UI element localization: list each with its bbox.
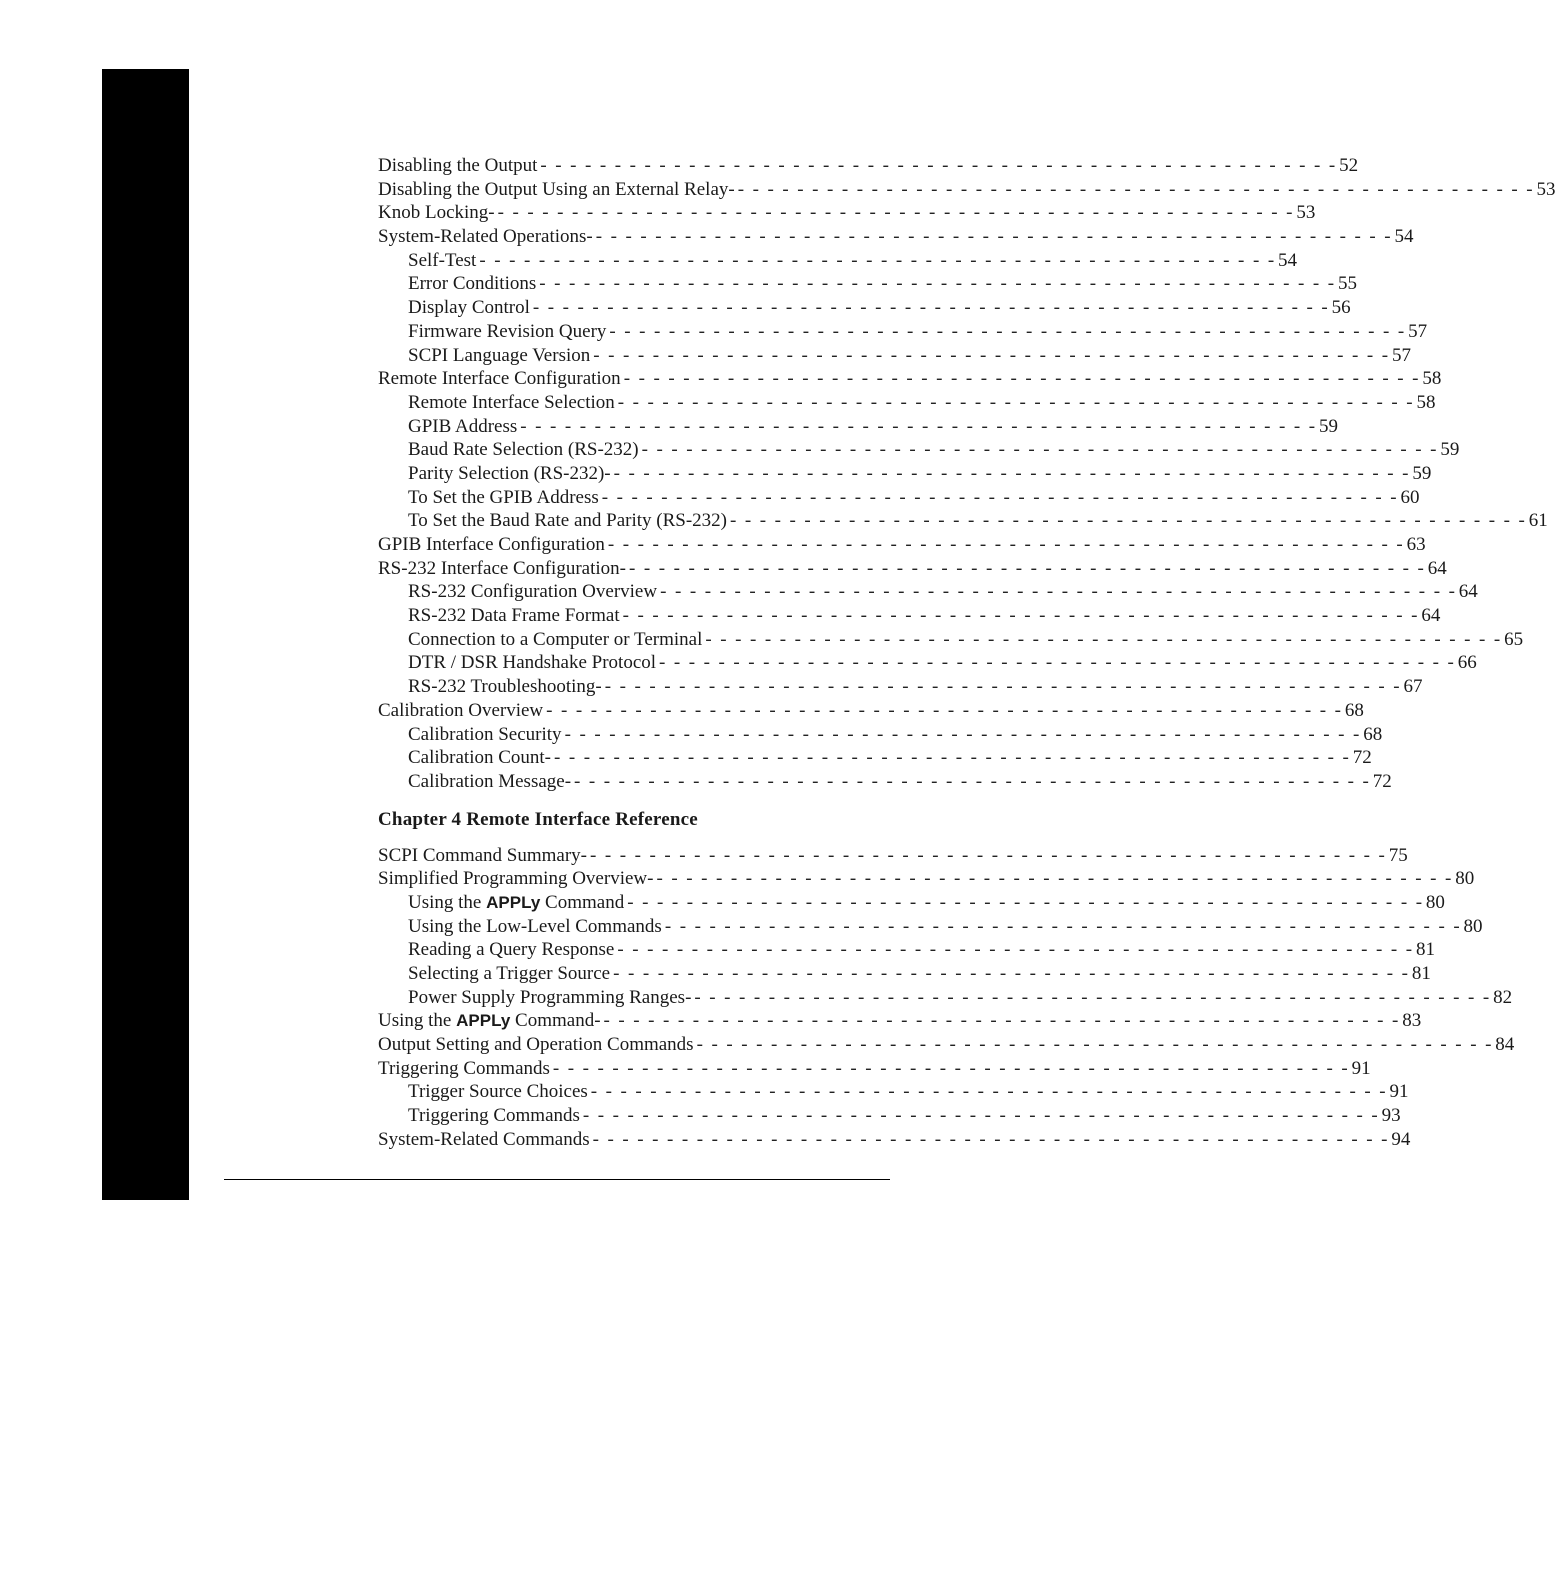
toc-section-chapter-3: [378, 154, 1555, 794]
toc-page-number: 58: [1416, 391, 1436, 413]
toc-entry-title-text: Firmware Revision Query: [408, 320, 607, 342]
toc-entry-title: [408, 320, 606, 344]
toc-entry-title: [408, 723, 562, 747]
toc-page-number: 81: [1416, 939, 1436, 961]
toc-entry-title-text: Calibration Message-: [408, 770, 572, 792]
toc-page-number: 81: [1411, 963, 1431, 984]
toc-entry-title: [408, 438, 639, 462]
toc-entry-title-text: To Set the GPIB Address: [408, 486, 599, 508]
toc-dot-leader: - - - - - - - - - - - - - - - - - - - - - - - - - - - - - - - - - - - - - - - - - - - - - - - - - - - - - -: [532, 297, 1330, 319]
toc-dot-leader: - - - - - - - - - - - - - - - - - - - - - - - - - - - - - - - - - - - - - - - - - - - - - - - - - - - - - -: [729, 510, 1527, 532]
toc-entry-title: [408, 415, 517, 439]
toc-entry-title-text: Disabling the Output: [378, 155, 538, 176]
toc-entry-title: [408, 915, 662, 939]
toc-entry-title-text: Triggering Commands: [408, 1105, 580, 1127]
toc-entry-title: [378, 533, 605, 557]
toc-entry-title: [408, 938, 614, 962]
toc-dot-leader: - - - - - - - - - - - - - - - - - - - - - - - - - - - - - - - - - - - - - - - - - - - - - - - - - - - - - -: [540, 155, 1338, 176]
toc-entry-title: [378, 367, 621, 391]
toc-dot-leader: - - - - - - - - - - - - - - - - - - - - - - - - - - - - - - - - - - - - - - - - - - - - - - - - - - - - - -: [590, 844, 1387, 866]
toc-entry-title-text: Display Control: [408, 297, 530, 319]
table-of-contents: [378, 154, 1555, 1152]
chapter-heading: Chapter 4 Remote Interface Reference: [378, 808, 698, 830]
toc-dot-leader: - - - - - - - - - - - - - - - - - - - - - - - - - - - - - - - - - - - - - - - - - - - - - - - - - - - - - -: [613, 462, 1411, 484]
toc-entry[interactable]: [378, 723, 1383, 747]
toc-entry-title-text: Using the: [378, 1010, 457, 1032]
toc-entry-title: [408, 770, 571, 794]
toc-dot-leader: - - - - - - - - - - - - - - - - - - - - - - - - - - - - - - - - - - - - - - - - - - - - - - - - - - - - - -: [617, 939, 1415, 961]
toc-page-number: 64: [1421, 605, 1441, 627]
toc-entry[interactable]: [378, 486, 1420, 510]
toc-entry-title: [378, 1128, 590, 1152]
toc-entry-title-text: Baud Rate Selection (RS-232): [408, 439, 639, 461]
toc-entry-title: [408, 486, 599, 510]
toc-entry[interactable]: [378, 154, 1359, 178]
toc-dot-leader: - - - - - - - - - - - - - - - - - - - - - - - - - - - - - - - - - - - - - - - - - - - - - - - - - - - - - -: [574, 770, 1371, 792]
toc-entry-title: [408, 462, 611, 486]
toc-entry[interactable]: [378, 344, 1411, 368]
toc-dot-leader: - - - - - - - - - - - - - - - - - - - - - - - - - - - - - - - - - - - - - - - - - - - - - - - - - - - - - -: [656, 868, 1454, 890]
toc-dot-leader: - - - - - - - - - - - - - - - - - - - - - - - - - - - - - - - - - - - - - - - - - - - - - - - - - - - - - -: [628, 557, 1426, 579]
toc-dot-leader: - - - - - - - - - - - - - - - - - - - - - - - - - - - - - - - - - - - - - - - - - - - - - - - - - - - - - -: [705, 628, 1503, 650]
toc-entry-title-text: DTR / DSR Handshake Protocol: [408, 652, 657, 674]
toc-entry-title-text: Triggering Commands: [378, 1057, 550, 1079]
toc-entry-title-text: Selecting a Trigger Source: [408, 963, 611, 984]
toc-entry-command-keyword: APPLy: [456, 1011, 511, 1031]
toc-entry-title: [378, 844, 587, 868]
toc-dot-leader: - - - - - - - - - - - - - - - - - - - - - - - - - - - - - - - - - - - - - - - - - - - - - - - - - - - - - -: [595, 226, 1393, 248]
toc-page-number: 55: [1337, 273, 1357, 295]
toc-entry-title: [408, 1080, 588, 1104]
toc-page-number: 67: [1403, 676, 1423, 698]
toc-entry[interactable]: [378, 509, 1548, 533]
toc-entry[interactable]: [378, 533, 1426, 557]
toc-page-number: 75: [1388, 844, 1408, 866]
toc-entry-title-text: Knob Locking-: [378, 202, 495, 224]
toc-page-number: 53: [1536, 178, 1555, 200]
toc-page-number: 59: [1412, 462, 1432, 484]
toc-entry-title-text: Using the Low-Level Commands: [408, 915, 662, 937]
toc-entry-title: [378, 154, 537, 178]
toc-section-chapter-4: [378, 844, 1515, 1152]
toc-entry[interactable]: [378, 628, 1524, 652]
toc-entry[interactable]: [378, 272, 1357, 296]
toc-entry-title-text: RS-232 Data Frame Format: [408, 605, 620, 627]
toc-entry[interactable]: [378, 296, 1351, 320]
toc-entry-title-text: System-Related Operations-: [378, 226, 593, 248]
toc-entry-title: [408, 1104, 580, 1128]
toc-dot-leader: - - - - - - - - - - - - - - - - - - - - - - - - - - - - - - - - - - - - - - - - - - - - - - - - - - - - - -: [623, 368, 1421, 390]
toc-dot-leader: - - - - - - - - - - - - - - - - - - - - - - - - - - - - - - - - - - - - - - - - - - - - - - - - - - - - - -: [546, 699, 1343, 721]
toc-entry[interactable]: [378, 746, 1372, 770]
toc-page-number: 57: [1391, 344, 1411, 366]
toc-page-number: 65: [1504, 628, 1524, 650]
toc-entry-title: [408, 296, 530, 320]
toc-entry[interactable]: [378, 367, 1442, 391]
toc-entry-title-text: Command-: [510, 1010, 601, 1032]
toc-entry-title: [408, 249, 476, 273]
toc-dot-leader: - - - - - - - - - - - - - - - - - - - - - - - - - - - - - - - - - - - - - - - - - - - - - - - - - - - - - -: [641, 439, 1439, 461]
toc-entry-title-text: Simplified Programming Overview-: [378, 868, 654, 890]
toc-entry-title-text: Trigger Source Choices: [408, 1081, 588, 1103]
toc-dot-leader: - - - - - - - - - - - - - - - - - - - - - - - - - - - - - - - - - - - - - - - - - - - - - - - - - - - - - -: [601, 486, 1399, 508]
toc-page-number: 64: [1458, 581, 1478, 603]
toc-entry[interactable]: [378, 604, 1441, 628]
toc-dot-leader: - - - - - - - - - - - - - - - - - - - - - - - - - - - - - - - - - - - - - - - - - - - - - - - - - - - - - -: [497, 202, 1295, 224]
toc-page-number: 57: [1408, 320, 1428, 342]
toc-page-number: 80: [1455, 868, 1475, 890]
toc-entry[interactable]: [378, 651, 1477, 675]
toc-dot-leader: - - - - - - - - - - - - - - - - - - - - - - - - - - - - - - - - - - - - - - - - - - - - - - - - - - - - - -: [479, 249, 1277, 271]
toc-entry[interactable]: [378, 320, 1428, 344]
toc-entry[interactable]: [378, 915, 1483, 939]
toc-page-number: 56: [1331, 297, 1351, 319]
footer-rule: [224, 1179, 890, 1180]
toc-page-number: 94: [1391, 1128, 1411, 1150]
toc-entry-title-text: Disabling the Output Using an External Relay-: [378, 178, 735, 200]
toc-entry[interactable]: [378, 557, 1447, 581]
toc-entry[interactable]: [378, 1009, 1422, 1033]
toc-dot-leader: - - - - - - - - - - - - - - - - - - - - - - - - - - - - - - - - - - - - - - - - - - - - - - - - - - - - - -: [617, 391, 1415, 413]
toc-entry[interactable]: [378, 770, 1392, 794]
toc-page-number: 68: [1363, 723, 1383, 745]
toc-entry-title-text: Using the: [408, 891, 487, 913]
toc-page-number: 83: [1402, 1010, 1422, 1032]
toc-entry[interactable]: [378, 675, 1423, 699]
toc-entry-title-text: GPIB Address: [408, 415, 518, 437]
toc-page-number: 66: [1457, 652, 1477, 674]
toc-page-number: 64: [1427, 557, 1447, 579]
toc-entry-title-text: Command: [540, 891, 625, 913]
toc-page-number: 54: [1394, 226, 1414, 248]
toc-entry[interactable]: [378, 1080, 1409, 1104]
toc-page-number: 80: [1463, 915, 1483, 937]
toc-dot-leader: - - - - - - - - - - - - - - - - - - - - - - - - - - - - - - - - - - - - - - - - - - - - - - - - - - - - - -: [520, 415, 1317, 437]
toc-entry-title: [408, 604, 620, 628]
toc-dot-leader: - - - - - - - - - - - - - - - - - - - - - - - - - - - - - - - - - - - - - - - - - - - - - - - - - - - - - -: [627, 891, 1424, 913]
toc-entry-title: [408, 986, 691, 1010]
toc-entry-title-text: Reading a Query Response: [408, 939, 615, 961]
toc-entry-title: [408, 509, 727, 533]
toc-page-number: 72: [1372, 770, 1392, 792]
toc-entry-title: [378, 557, 626, 581]
toc-page-number: 80: [1425, 891, 1445, 913]
toc-dot-leader: - - - - - - - - - - - - - - - - - - - - - - - - - - - - - - - - - - - - - - - - - - - - - - - - - - - - - -: [593, 344, 1390, 366]
toc-entry[interactable]: [378, 1057, 1371, 1081]
toc-entry-title: [408, 391, 615, 415]
toc-entry-title: [378, 178, 735, 202]
toc-entry[interactable]: [378, 938, 1436, 962]
toc-dot-leader: - - - - - - - - - - - - - - - - - - - - - - - - - - - - - - - - - - - - - - - - - - - - - - - - - - - - - -: [603, 1010, 1401, 1032]
toc-entry-title-text: SCPI Language Version: [408, 344, 591, 366]
toc-dot-leader: - - - - - - - - - - - - - - - - - - - - - - - - - - - - - - - - - - - - - - - - - - - - - - - - - - - - - -: [604, 676, 1402, 698]
toc-page-number: 82: [1493, 986, 1513, 1008]
toc-entry-title: [408, 580, 657, 604]
toc-entry-title: [408, 651, 656, 675]
toc-entry-title-text: Error Conditions: [408, 273, 537, 295]
toc-page-number: 72: [1352, 747, 1372, 769]
toc-entry[interactable]: [378, 178, 1555, 202]
toc-entry-title: [408, 746, 551, 770]
toc-dot-leader: - - - - - - - - - - - - - - - - - - - - - - - - - - - - - - - - - - - - - - - - - - - - - - - - - - - - - -: [592, 1128, 1390, 1150]
toc-entry-title-text: RS-232 Troubleshooting-: [408, 676, 602, 698]
toc-dot-leader: - - - - - - - - - - - - - - - - - - - - - - - - - - - - - - - - - - - - - - - - - - - - - - - - - - - - - -: [609, 320, 1407, 342]
toc-dot-leader: - - - - - - - - - - - - - - - - - - - - - - - - - - - - - - - - - - - - - - - - - - - - - - - - - - - - - -: [659, 652, 1456, 674]
toc-page-number: 91: [1389, 1081, 1409, 1103]
toc-entry-title-text: Parity Selection (RS-232)-: [408, 462, 611, 484]
toc-dot-leader: - - - - - - - - - - - - - - - - - - - - - - - - - - - - - - - - - - - - - - - - - - - - - - - - - - - - - -: [607, 534, 1405, 555]
toc-entry-title-text: Calibration Count-: [408, 747, 552, 769]
toc-dot-leader: - - - - - - - - - - - - - - - - - - - - - - - - - - - - - - - - - - - - - - - - - - - - - - - - - - - - - -: [539, 273, 1336, 295]
toc-entry-title: [378, 1033, 694, 1057]
toc-entry-title-text: Self-Test: [408, 249, 477, 271]
toc-entry-title: [408, 962, 610, 986]
toc-entry[interactable]: [378, 462, 1432, 486]
toc-entry-title: [408, 891, 624, 915]
toc-entry[interactable]: [378, 415, 1338, 439]
toc-dot-leader: - - - - - - - - - - - - - - - - - - - - - - - - - - - - - - - - - - - - - - - - - - - - - - - - - - - - - -: [552, 1057, 1350, 1079]
toc-entry-title: [378, 1057, 550, 1081]
toc-entry-title: [408, 344, 590, 368]
toc-entry-title-text: RS-232 Configuration Overview: [408, 581, 658, 603]
toc-page-number: 63: [1406, 534, 1426, 555]
toc-entry-title-text: GPIB Interface Configuration: [378, 534, 605, 555]
toc-entry-title: [408, 272, 536, 296]
toc-entry[interactable]: [378, 844, 1408, 868]
toc-entry[interactable]: [378, 867, 1475, 891]
toc-entry-title-text: SCPI Command Summary-: [378, 844, 588, 866]
toc-entry[interactable]: [378, 891, 1445, 915]
toc-entry[interactable]: [378, 962, 1431, 986]
toc-page-number: 84: [1495, 1034, 1515, 1056]
toc-dot-leader: - - - - - - - - - - - - - - - - - - - - - - - - - - - - - - - - - - - - - - - - - - - - - - - - - - - - - -: [737, 178, 1535, 200]
toc-page-number: 58: [1422, 368, 1442, 390]
toc-dot-leader: - - - - - - - - - - - - - - - - - - - - - - - - - - - - - - - - - - - - - - - - - - - - - - - - - - - - - -: [696, 1034, 1494, 1056]
toc-dot-leader: - - - - - - - - - - - - - - - - - - - - - - - - - - - - - - - - - - - - - - - - - - - - - - - - - - - - - -: [564, 723, 1362, 745]
toc-entry-title-text: Remote Interface Configuration: [378, 368, 621, 390]
toc-entry[interactable]: [378, 438, 1460, 462]
toc-entry[interactable]: [378, 1104, 1401, 1128]
toc-page-number: 59: [1318, 415, 1338, 437]
toc-entry-title: [378, 225, 593, 249]
black-edge-tab: [102, 69, 189, 1200]
toc-entry[interactable]: [378, 225, 1414, 249]
toc-page-number: 53: [1296, 202, 1316, 224]
toc-entry-title: [408, 628, 702, 652]
toc-entry-title-text: RS-232 Interface Configuration-: [378, 557, 626, 579]
toc-page-number: 68: [1344, 699, 1364, 721]
toc-entry[interactable]: [378, 249, 1298, 273]
toc-entry-title-text: Remote Interface Selection: [408, 391, 615, 413]
toc-entry[interactable]: [378, 201, 1316, 225]
toc-entry[interactable]: [378, 1128, 1411, 1152]
toc-dot-leader: - - - - - - - - - - - - - - - - - - - - - - - - - - - - - - - - - - - - - - - - - - - - - - - - - - - - - -: [554, 747, 1351, 769]
toc-entry-title: [378, 699, 543, 723]
toc-entry-title: [378, 867, 653, 891]
toc-page-number: 59: [1440, 439, 1460, 461]
toc-dot-leader: - - - - - - - - - - - - - - - - - - - - - - - - - - - - - - - - - - - - - - - - - - - - - - - - - - - - - -: [664, 915, 1462, 937]
toc-page-number: 54: [1278, 249, 1298, 271]
toc-entry-title-text: Connection to a Computer or Terminal: [408, 628, 703, 650]
toc-dot-leader: - - - - - - - - - - - - - - - - - - - - - - - - - - - - - - - - - - - - - - - - - - - - - - - - - - - - - -: [590, 1081, 1388, 1103]
toc-entry[interactable]: [378, 580, 1478, 604]
toc-entry-title: [378, 201, 495, 225]
toc-page-number: 60: [1400, 486, 1420, 508]
toc-entry-title-text: System-Related Commands: [378, 1128, 590, 1150]
toc-entry-title-text: Calibration Overview: [378, 699, 544, 721]
toc-entry[interactable]: [378, 391, 1436, 415]
toc-dot-leader: - - - - - - - - - - - - - - - - - - - - - - - - - - - - - - - - - - - - - - - - - - - - - - - - - - - - - -: [660, 581, 1457, 603]
toc-entry-title-text: Power Supply Programming Ranges-: [408, 986, 692, 1008]
toc-entry-command-keyword: APPLy: [486, 892, 541, 912]
toc-entry[interactable]: [378, 699, 1364, 723]
toc-entry[interactable]: [378, 1033, 1515, 1057]
toc-page-number: 93: [1381, 1105, 1401, 1127]
toc-entry-title-text: To Set the Baud Rate and Parity (RS-232): [408, 510, 727, 532]
toc-entry-title-text: Calibration Security: [408, 723, 562, 745]
toc-entry-title-text: Output Setting and Operation Commands: [378, 1034, 694, 1056]
toc-entry-title: [378, 1009, 601, 1033]
toc-dot-leader: - - - - - - - - - - - - - - - - - - - - - - - - - - - - - - - - - - - - - - - - - - - - - - - - - - - - - -: [613, 963, 1410, 984]
toc-dot-leader: - - - - - - - - - - - - - - - - - - - - - - - - - - - - - - - - - - - - - - - - - - - - - - - - - - - - - -: [622, 605, 1420, 627]
toc-page-number: 52: [1339, 155, 1359, 176]
toc-page-number: 61: [1528, 510, 1548, 532]
toc-dot-leader: - - - - - - - - - - - - - - - - - - - - - - - - - - - - - - - - - - - - - - - - - - - - - - - - - - - - - -: [694, 986, 1492, 1008]
toc-entry-title: [408, 675, 602, 699]
toc-entry[interactable]: [378, 986, 1513, 1010]
toc-page-number: 91: [1351, 1057, 1371, 1079]
toc-dot-leader: - - - - - - - - - - - - - - - - - - - - - - - - - - - - - - - - - - - - - - - - - - - - - - - - - - - - - -: [582, 1105, 1380, 1127]
